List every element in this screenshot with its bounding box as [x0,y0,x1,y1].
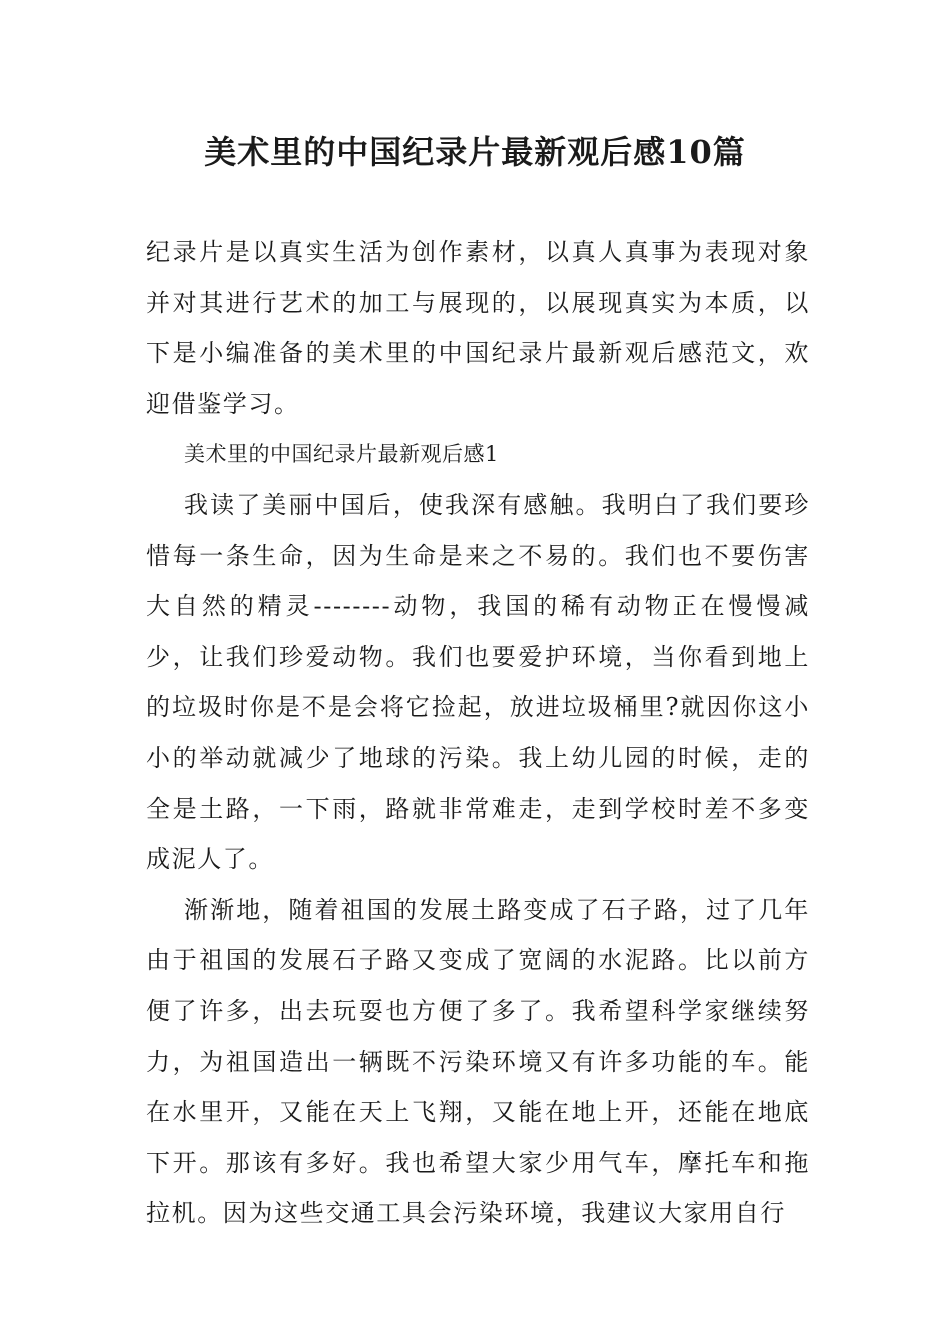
document-body [146,227,810,1239]
body-paragraph-2: 渐渐地，随着祖国的发展土路变成了石子路，过了几年由于祖国的发展石子路又变成了宽阔的水泥路。比以前方便了许多，出去玩耍也方便了多了。我希望科学家继续努力，为祖国造出一辆既不污染环境又有许多功能的车。能在水里开，又能在天上飞翔，又能在地上开，还能在地底下开。那该有多好。我也希望大家少用气车，摩托车和拖拉机。因为这些交通工具会污染环境，我建议大家用自行 [146,895,810,1228]
section-heading: 美术里的中国纪录片最新观后感1 [184,442,499,467]
intro-paragraph: 纪录片是以真实生活为创作素材，以真人真事为表现对象并对其进行艺术的加工与展现的，以展现真实为本质，以下是小编准备的美术里的中国纪录片最新观后感范文，欢迎借鉴学习。 [146,238,810,418]
document-title: 美术里的中国纪录片最新观后感10篇 [204,133,746,171]
body-paragraph-1: 我读了美丽中国后，使我深有感触。我明白了我们要珍惜每一条生命，因为生命是来之不易的。我们也不要伤害大自然的精灵--------动物，我国的稀有动物正在慢慢减少，让我们珍爱动物。我们也要爱护环境，当你看到地上的垃圾时你是不是会将它捡起，放进垃圾桶里?就因你这小小的举动就减少了地球的污染。我上幼儿园的时候，走的全是土路，一下雨，路就非常难走，走到学校时差不多变成泥人了。 [146,490,810,874]
